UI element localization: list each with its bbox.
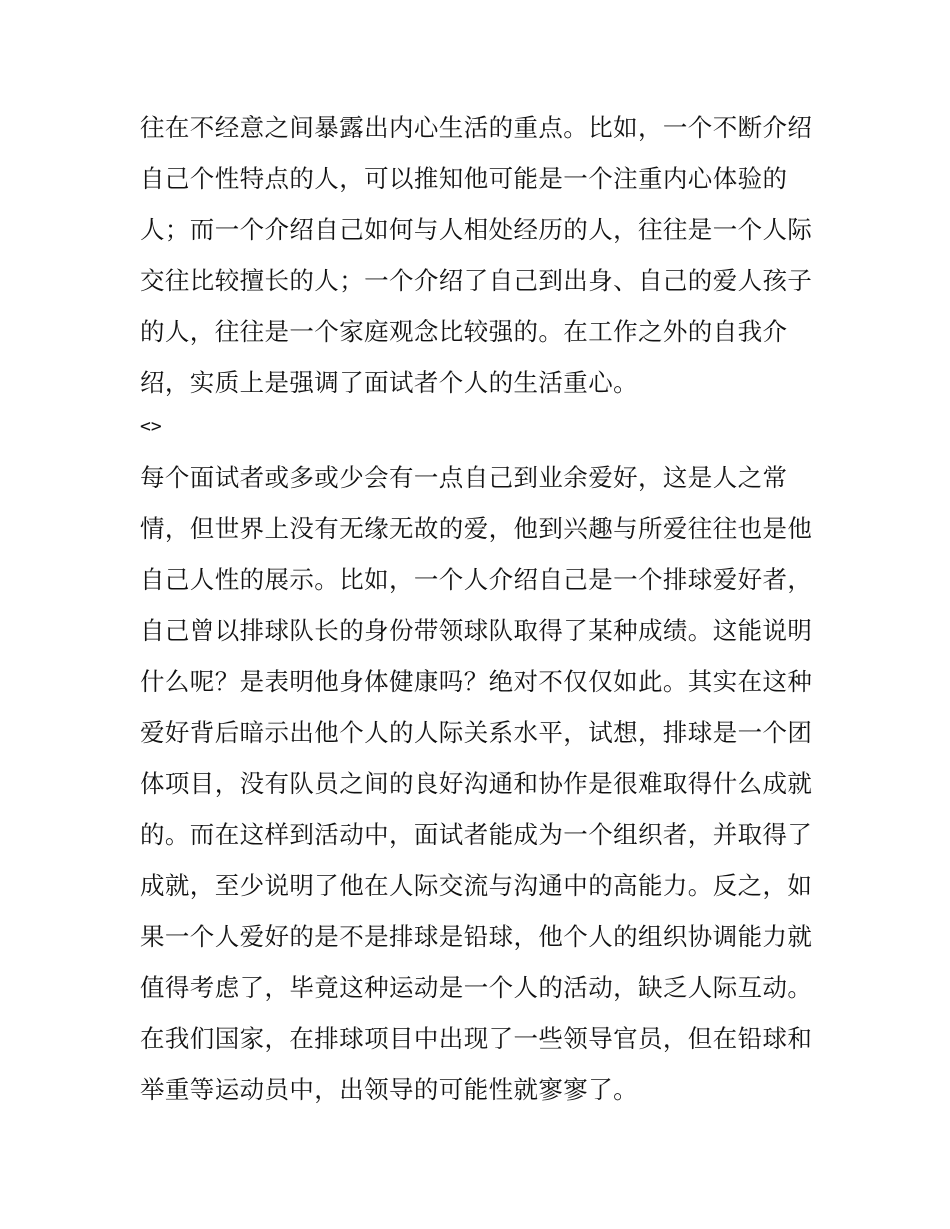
- paragraph-1: [140, 102, 820, 408]
- paragraph-2: [140, 452, 820, 1115]
- text-line: 绍，实质上是强调了面试者个人的生活重心。: [140, 368, 638, 397]
- text-line: 自己人性的展示。比如，一个人介绍自己是一个排球爱好者，: [140, 565, 813, 594]
- text-line: 往在不经意之间暴露出内心生活的重点。比如，一个不断介绍: [140, 113, 813, 142]
- text-line: 果一个人爱好的是不是排球是铅球，他个人的组织协调能力就: [140, 922, 813, 951]
- text-line: 自己曾以排球队长的身份带领球队取得了某种成绩。这能说明: [140, 616, 813, 645]
- text-line: 在我们国家，在排球项目中出现了一些领导官员，但在铅球和: [140, 1024, 813, 1053]
- text-line: 值得考虑了，毕竟这种运动是一个人的活动，缺乏人际互动。: [140, 973, 813, 1002]
- text-line: 人；而一个介绍自己如何与人相处经历的人，往往是一个人际: [140, 215, 813, 244]
- text-line: 举重等运动员中，出领导的可能性就寥寥了。: [140, 1075, 638, 1104]
- text-line: 交往比较擅长的人；一个介绍了自己到出身、自己的爱人孩子: [140, 266, 813, 295]
- text-line: 什么呢？是表明他身体健康吗？绝对不仅仅如此。其实在这种: [140, 667, 813, 696]
- text-line: 自己个性特点的人，可以推知他可能是一个注重内心体验的: [140, 164, 788, 193]
- text-line: 爱好背后暗示出他个人的人际关系水平，试想，排球是一个团: [140, 718, 813, 747]
- text-line: 每个面试者或多或少会有一点自己到业余爱好，这是人之常: [140, 463, 788, 492]
- text-line: 的人，往往是一个家庭观念比较强的。在工作之外的自我介: [140, 317, 788, 346]
- text-line: 情，但世界上没有无缘无故的爱，他到兴趣与所爱往往也是他: [140, 514, 813, 543]
- text-line: 成就，至少说明了他在人际交流与沟通中的高能力。反之，如: [140, 871, 813, 900]
- text-line: 体项目，没有队员之间的良好沟通和协作是很难取得什么成就: [140, 769, 813, 798]
- section-separator: <>: [140, 416, 162, 437]
- text-line: 的。而在这样到活动中，面试者能成为一个组织者，并取得了: [140, 820, 813, 849]
